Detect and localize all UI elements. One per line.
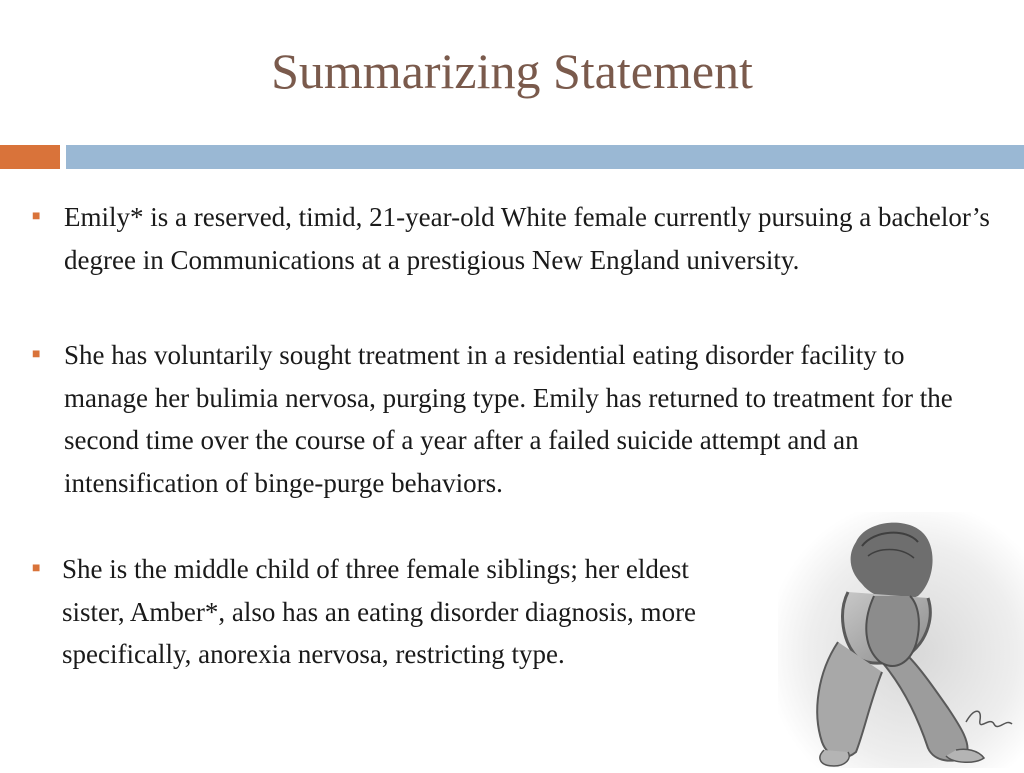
sketch-figure-hugging-knees-icon <box>778 512 1024 768</box>
bullet-text: She is the middle child of three female siblings; her eldest sister, Amber*, also has an eating disorder diagnosis, more specifically, anorexia nervosa, restricting type. <box>62 554 697 669</box>
accent-bar-orange <box>0 145 60 169</box>
bullet-text: She has voluntarily sought treatment in a residential eating disorder facility to manage her bulimia nervosa, purging type. Emily has returned to treatment for the second time over the course of a year after a failed suicide attempt and an intensification of binge-purge behaviors. <box>64 340 953 498</box>
bullet-item <box>32 334 972 504</box>
slide-title: Summarizing Statement <box>271 43 753 99</box>
bullet-item <box>32 548 752 676</box>
bullet-marker-icon: ■ <box>32 347 41 362</box>
bullet-marker-icon: ■ <box>32 561 41 576</box>
bullet-marker-icon: ■ <box>32 209 41 224</box>
bullet-text: Emily* is a reserved, timid, 21-year-old White female currently pursuing a bachelor’s degree in Communications at a prestigious New England university. <box>64 202 990 275</box>
accent-bar-blue <box>66 145 1024 169</box>
bullet-item <box>32 196 992 281</box>
